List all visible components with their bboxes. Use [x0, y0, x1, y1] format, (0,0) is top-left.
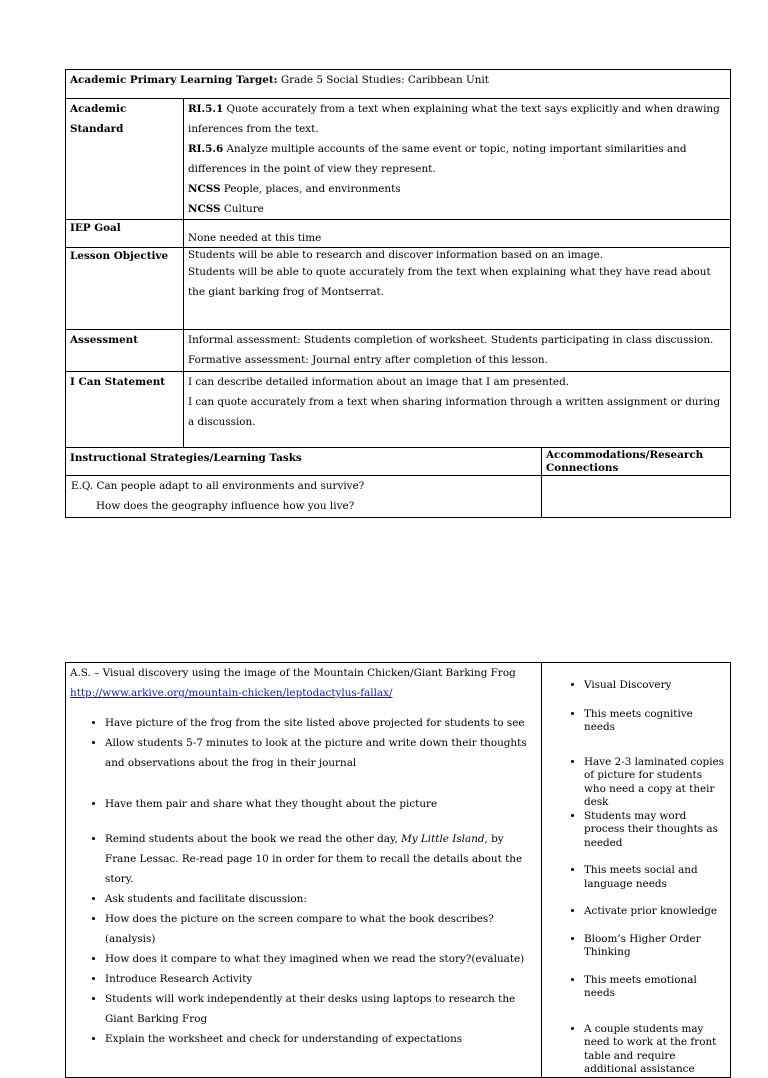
accommodations-label: Accommodations/Research Connections — [542, 448, 731, 476]
standard-row — [66, 99, 731, 220]
assessment-label: Assessment — [66, 330, 184, 372]
accommodations-cell — [542, 663, 731, 1078]
activity-tasks-cell — [66, 663, 542, 1078]
task-item: • Explain the worksheet and check for understanding of expectations — [105, 1029, 537, 1049]
ican-line: I can quote accurately from a text when sharing information through a written assignment or during a discussion. — [188, 396, 721, 428]
standard-label: Academic Standard — [66, 99, 184, 220]
strategies-label: Instructional Strategies/Learning Tasks — [66, 448, 542, 476]
accommodation-item: • This meets social and language needs — [584, 864, 726, 891]
objective-label: Lesson Objective — [66, 248, 184, 330]
iep-row — [66, 220, 731, 248]
accommodation-item: • Students may word process their thoughts as needed — [584, 810, 726, 851]
accommodation-item: • This meets emotional needs — [584, 974, 726, 1001]
lesson-plan-table — [65, 69, 731, 518]
target-label: Academic Primary Learning Target: — [70, 74, 278, 86]
eq-row — [66, 476, 731, 518]
task-item: • Allow students 5-7 minutes to look at the picture and write down their thoughts and observations about the frog in their journal — [105, 733, 537, 773]
eq-cell — [66, 476, 542, 518]
accommodation-item: • Visual Discovery — [584, 679, 726, 693]
task-item: • How does the picture on the screen compare to what the book describes?(analysis) — [105, 909, 537, 949]
ican-row — [66, 372, 731, 448]
eq-line-2: How does the geography influence how you live? — [96, 500, 355, 512]
task-item: • Ask students and facilitate discussion: — [105, 889, 537, 909]
accommodation-item: • A couple students may need to work at the front table and require additional assistance — [584, 1023, 726, 1077]
task-item: • Have picture of the frog from the site listed above projected for students to see — [105, 713, 537, 733]
assessment-line: Formative assessment: Journal entry after completion of this lesson. — [188, 354, 548, 366]
eq-accommodations-cell — [542, 476, 731, 518]
strategies-header-row — [66, 448, 731, 476]
accommodation-item: • Bloom’s Higher Order Thinking — [584, 933, 726, 960]
task-item: • Students will work independently at their desks using laptops to research the Giant Barking Frog — [105, 989, 537, 1029]
task-item: • Introduce Research Activity — [105, 969, 537, 989]
accommodation-item: • This meets cognitive needs — [584, 708, 726, 735]
standard-item: NCSS People, places, and environments — [188, 183, 401, 195]
accommodations-list — [546, 679, 726, 1077]
ican-line: I can describe detailed information about an image that I am presented. — [188, 376, 570, 388]
standard-item: RI.5.6 Analyze multiple accounts of the same event or topic, noting important similarities and differences in the point of view they represent. — [188, 143, 687, 175]
task-item: • Have them pair and share what they thought about the picture — [105, 794, 537, 814]
ican-label: I Can Statement — [66, 372, 184, 448]
standard-cell — [184, 99, 731, 220]
iep-label: IEP Goal — [66, 220, 184, 248]
objective-line: Students will be able to quote accurately from the text when explaining what they have read about the giant barking frog of Montserrat. — [188, 266, 711, 298]
objective-line: Students will be able to research and discover information based on an image. — [188, 249, 604, 261]
arkive-link[interactable]: http://www.arkive.org/mountain-chicken/leptodactylus-fallax/ — [70, 687, 393, 699]
iep-cell — [184, 220, 731, 248]
assessment-row — [66, 330, 731, 372]
target-value: Grade 5 Social Studies: Caribbean Unit — [280, 74, 489, 86]
as-line: A.S. – Visual discovery using the image of the Mountain Chicken/Giant Barking Frog — [70, 667, 516, 679]
standard-item: RI.5.1 Quote accurately from a text when explaining what the text says explicitly and when drawing inferences from the text. — [188, 103, 720, 135]
task-list — [70, 713, 537, 1049]
ican-cell — [184, 372, 731, 448]
activity-row — [66, 663, 731, 1078]
target-cell — [66, 70, 731, 99]
activity-table — [65, 662, 731, 1078]
assessment-line: Informal assessment: Students completion of worksheet. Students participating in class discussion. — [188, 334, 714, 346]
assessment-cell — [184, 330, 731, 372]
objective-row — [66, 248, 731, 330]
target-row — [66, 70, 731, 99]
task-item: • How does it compare to what they imagined when we read the story?(evaluate) — [105, 949, 537, 969]
standard-item: NCSS Culture — [188, 203, 264, 215]
objective-cell — [184, 248, 731, 330]
accommodation-item: • Have 2-3 laminated copies of picture for students who need a copy at their desk — [584, 756, 726, 810]
iep-value: None needed at this time — [188, 232, 322, 244]
eq-line-1: E.Q. Can people adapt to all environments and survive? — [71, 480, 365, 492]
accommodation-item: • Activate prior knowledge — [584, 905, 726, 919]
task-item: • Remind students about the book we read the other day, My Little Island, by Frane Lessac. Re-read page 10 in order for them to recall the details about the story. — [105, 829, 537, 889]
